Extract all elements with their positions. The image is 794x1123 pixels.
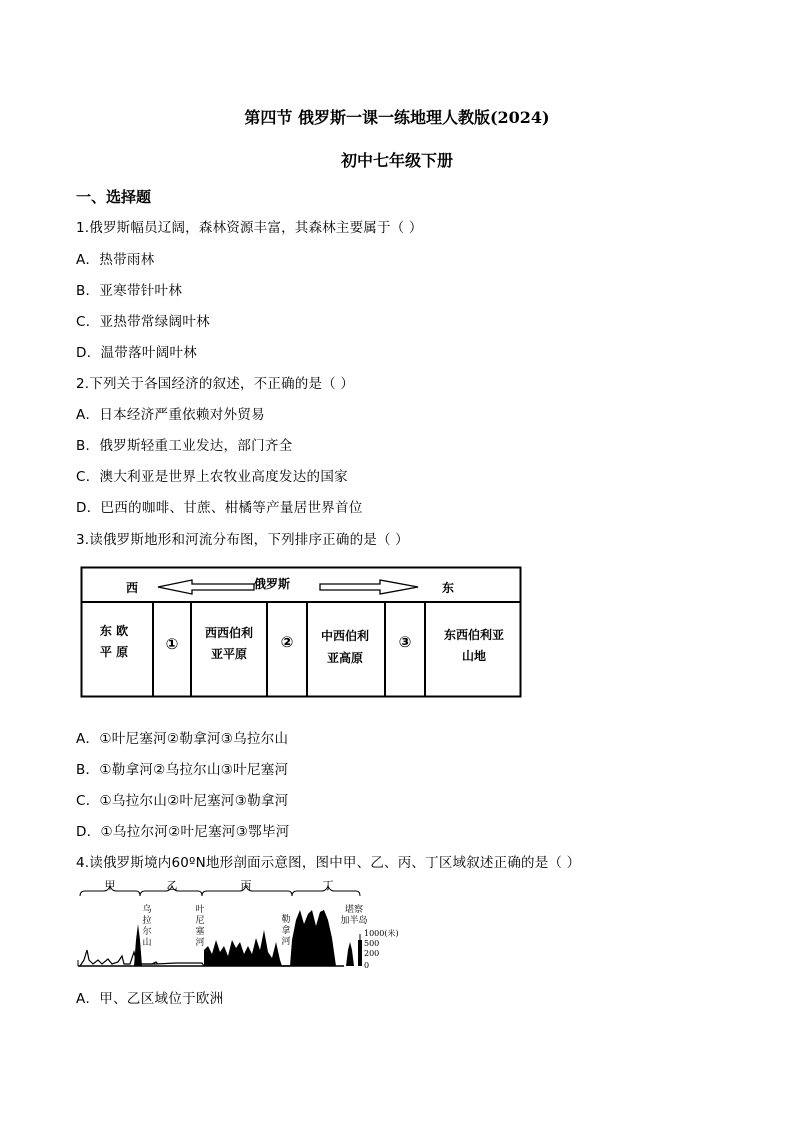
cell-west-siberia-2: 亚平原 [210,647,248,661]
cell-marker-1: ① [165,635,179,653]
question-3-option-d[interactable]: D．①乌拉尔河②叶尼塞河③鄂毕河 [76,824,290,840]
terrain-ural [134,924,142,966]
russia-label: 俄罗斯 [253,577,291,591]
russia-terrain-diagram [80,566,522,698]
cell-central-siberia-2: 亚高原 [326,651,364,665]
question-3-option-c[interactable]: C．①乌拉尔山②叶尼塞河③勒拿河 [76,793,289,809]
terrain-central-siberia [204,930,282,966]
region-yi: 乙 [166,879,178,892]
label-lena-1: 勒 [281,915,291,925]
question-2-option-d[interactable]: D．巴西的咖啡、甘蔗、柑橘等产量居世界首位 [76,500,363,516]
cell-central-siberia-1: 中西伯利 [320,629,370,643]
question-1-stem: 1.俄罗斯幅员辽阔，森林资源丰富，其森林主要属于（ ） [76,220,423,236]
elevation-scale [358,928,399,970]
label-yenisei-1: 叶 [195,905,205,915]
scale-0: 0 [364,961,370,970]
question-2-option-b[interactable]: B．俄罗斯轻重工业发达，部门齐全 [76,438,293,454]
label-yenisei-3: 塞 [195,927,205,937]
region-bing: 丙 [240,879,252,892]
question-2-option-a[interactable]: A．日本经济严重依赖对外贸易 [76,407,265,423]
region-ding: 丁 [322,879,334,892]
cell-west-siberia-1: 西西伯利 [204,626,254,640]
label-yenisei-2: 尼 [195,916,205,926]
terrain-kamchatka [346,942,354,966]
terrain-profile-diagram [76,879,399,972]
scale-500: 500 [364,939,380,948]
terrain-east-mountains [290,910,336,966]
question-3-option-b[interactable]: B．①勒拿河②乌拉尔山③叶尼塞河 [76,762,289,778]
question-4-option-a[interactable]: A．甲、乙区域位于欧洲 [76,991,224,1007]
label-lena-3: 河 [281,937,291,947]
question-1-option-b[interactable]: B．亚寒带针叶林 [76,283,183,299]
question-3-stem: 3.读俄罗斯地形和河流分布图，下列排序正确的是（ ） [76,532,409,548]
question-1-option-d[interactable]: D．温带落叶阔叶林 [76,345,198,361]
cell-east-europe-1: 东 欧 [99,624,129,638]
question-1-option-a[interactable]: A．热带雨林 [76,252,155,268]
scale-200: 200 [364,949,380,958]
east-label: 东 [441,581,455,595]
label-kamchatka-2: 加半岛 [340,916,368,926]
region-jia: 甲 [104,879,116,892]
question-2-stem: 2.下列关于各国经济的叙述，不正确的是（ ） [76,376,355,392]
question-2-option-c[interactable]: C．澳大利亚是世界上农牧业高度发达的国家 [76,469,348,485]
question-3-option-a[interactable]: A．①叶尼塞河②勒拿河③乌拉尔山 [76,731,289,747]
label-ural-4: 山 [142,938,152,948]
cell-east-siberia-2: 山地 [461,649,487,663]
question-1-option-c[interactable]: C．亚热带常绿阔叶林 [76,314,210,330]
question-4-stem: 4.读俄罗斯境内60ºN地形剖面示意图，图中甲、乙、丙、丁区域叙述正确的是（ ） [76,855,581,871]
west-label: 西 [125,581,139,595]
cell-east-europe-2: 平 原 [99,645,129,659]
scale-1000: 1000(米) [364,929,399,938]
label-lena-2: 拿 [281,926,291,936]
label-ural-2: 拉 [142,916,152,926]
cell-marker-2: ② [280,633,294,651]
cell-marker-3: ③ [398,633,412,651]
label-ural-3: 尔 [142,927,152,937]
label-yenisei-4: 河 [195,938,205,948]
cell-east-siberia-1: 东西伯利亚 [443,628,505,642]
label-ural-1: 乌 [142,905,152,915]
page-subtitle: 初中七年级下册 [340,151,453,170]
label-kamchatka-1: 堪察 [344,905,364,915]
page-title: 第四节 俄罗斯一课一练地理人教版(2024) [244,108,550,127]
section-heading: 一、选择题 [76,188,152,206]
